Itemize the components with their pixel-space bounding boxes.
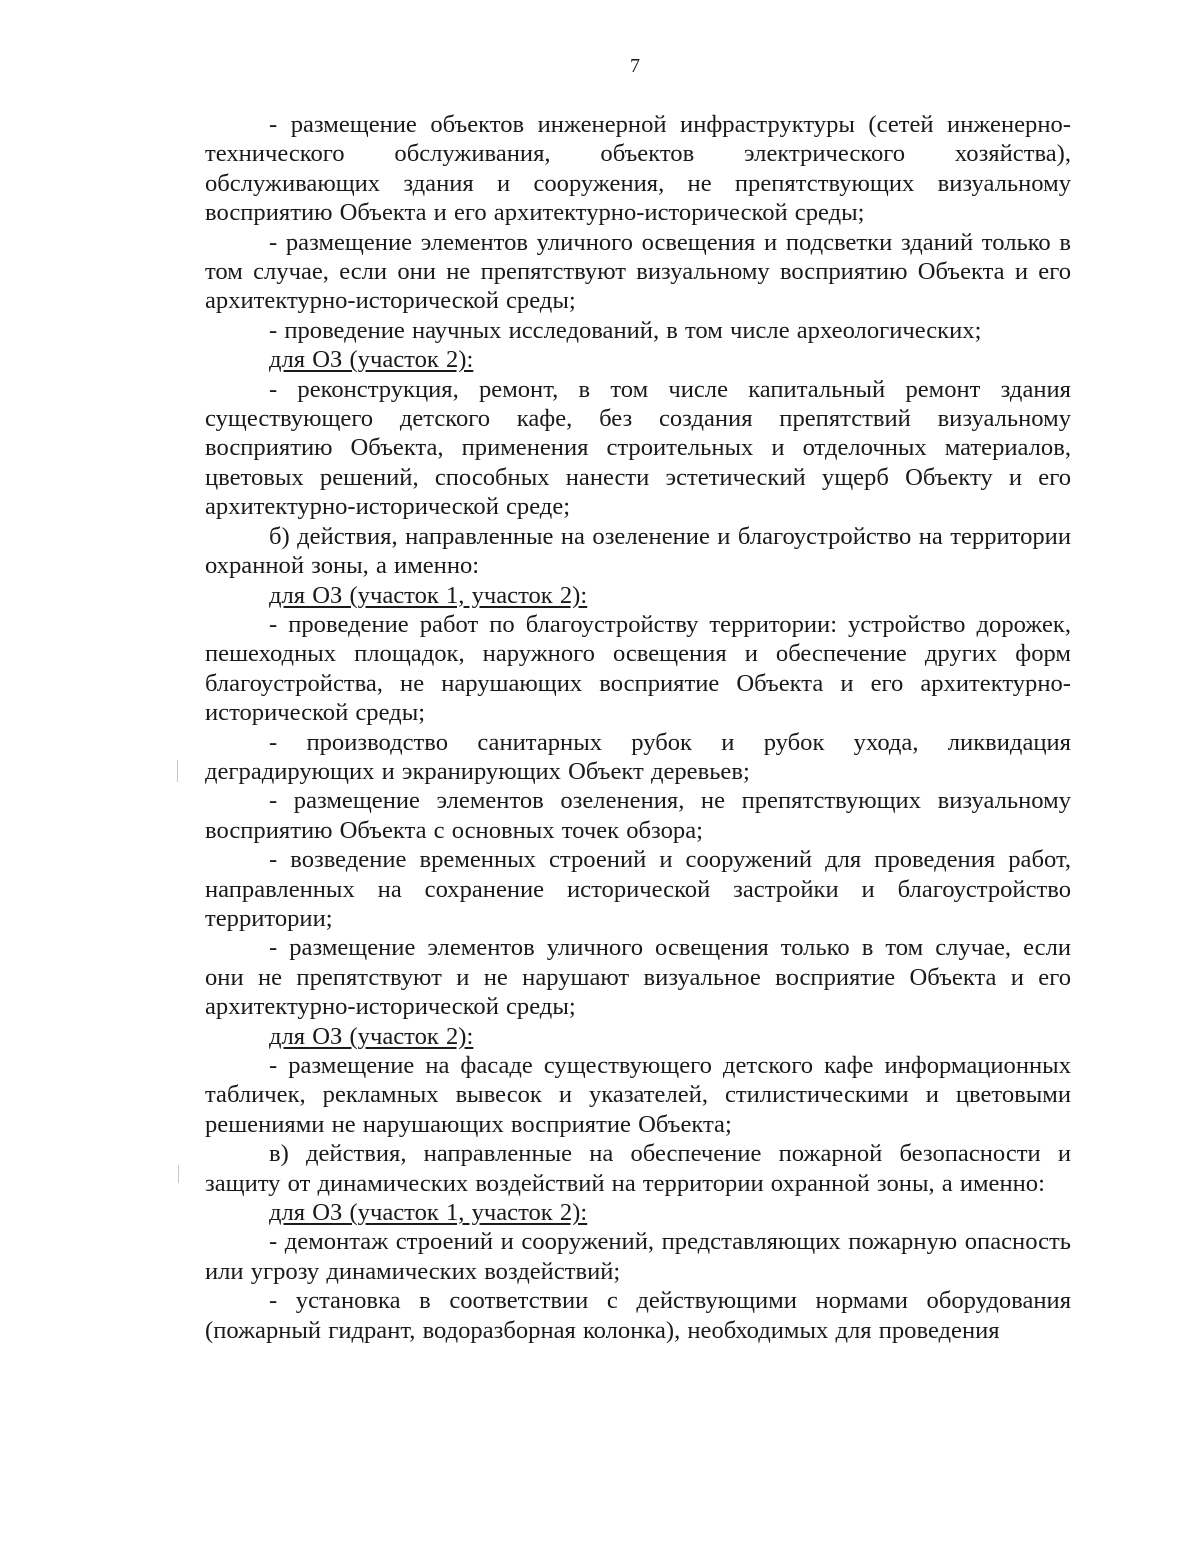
paragraph: - размещение элементов озеленения, не препятствующих визуальному восприятию Объекта с основных точек обзора; bbox=[205, 787, 1071, 844]
paragraph: - размещение элементов уличного освещения и подсветки зданий только в том случае, если они не препятствуют визуальному восприятию Объекта и его архитектурно-исторической среды; bbox=[205, 228, 1071, 315]
paragraph: - возведение временных строений и сооружений для проведения работ, направленных на сохранение исторической застройки и благоустройство территории; bbox=[205, 846, 1071, 932]
paragraph: - установка в соответствии с действующими нормами оборудования (пожарный гидрант, водоразборная колонка), необходимых для проведения bbox=[205, 1287, 1071, 1344]
section-heading-text: для ОЗ (участок 1, участок 2): bbox=[269, 581, 588, 609]
scan-artifact-line bbox=[178, 1165, 179, 1183]
document-body bbox=[205, 110, 1071, 1345]
section-heading-text: для ОЗ (участок 2): bbox=[269, 346, 474, 374]
paragraph: - размещение объектов инженерной инфраструктуры (сетей инженерно-технического обслуживания, объектов электрического хозяйства), обслуживающих здания и сооружения, не препятствующих визуальному восприятию Объекта и его архитектурно-исторической среды; bbox=[205, 111, 1071, 227]
section-heading bbox=[205, 581, 1071, 610]
section-heading-text: для ОЗ (участок 2): bbox=[269, 1022, 474, 1050]
paragraph: - производство санитарных рубок и рубок ухода, ликвидация деградирующих и экранирующих Объект деревьев; bbox=[205, 728, 1071, 785]
scan-artifact-line bbox=[177, 760, 178, 782]
section-heading-text: для ОЗ (участок 1, участок 2): bbox=[269, 1199, 588, 1227]
paragraph: - размещение элементов уличного освещения только в том случае, если они не препятствуют и не нарушают визуальное восприятие Объекта и его архитектурно-исторической среды; bbox=[205, 934, 1071, 1021]
paragraph: - проведение научных исследований, в том числе археологических; bbox=[269, 316, 982, 344]
paragraph: - проведение работ по благоустройству территории: устройство дорожек, пешеходных площадок, наружного освещения и обеспечение других форм благоустройства, не нарушающих восприятие Объекта и его архитектурно-исторической среды; bbox=[205, 610, 1071, 727]
paragraph: - демонтаж строений и сооружений, представляющих пожарную опасность или угрозу динамических воздействий; bbox=[205, 1228, 1071, 1285]
paragraph: - реконструкция, ремонт, в том числе капитальный ремонт здания существующего детского кафе, без создания препятствий визуальному восприятию Объекта, применения строительных и отделочных материалов, цветовых решений, способных нанести эстетический ущерб Объекту и его архитектурно-исторической среде; bbox=[205, 375, 1071, 521]
paragraph: б) действия, направленные на озеленение и благоустройство на территории охранной зоны, а именно: bbox=[205, 522, 1071, 580]
section-heading bbox=[205, 1022, 1071, 1051]
page-number: 7 bbox=[630, 55, 640, 77]
paragraph: в) действия, направленные на обеспечение пожарной безопасности и защиту от динамических воздействий на территории охранной зоны, а именно: bbox=[205, 1140, 1071, 1197]
section-heading bbox=[205, 1198, 1071, 1227]
section-heading bbox=[205, 345, 1071, 374]
paragraph: - размещение на фасаде существующего детского кафе информационных табличек, рекламных вывесок и указателей, стилистическими и цветовыми решениями не нарушающих восприятие Объекта; bbox=[205, 1052, 1071, 1138]
